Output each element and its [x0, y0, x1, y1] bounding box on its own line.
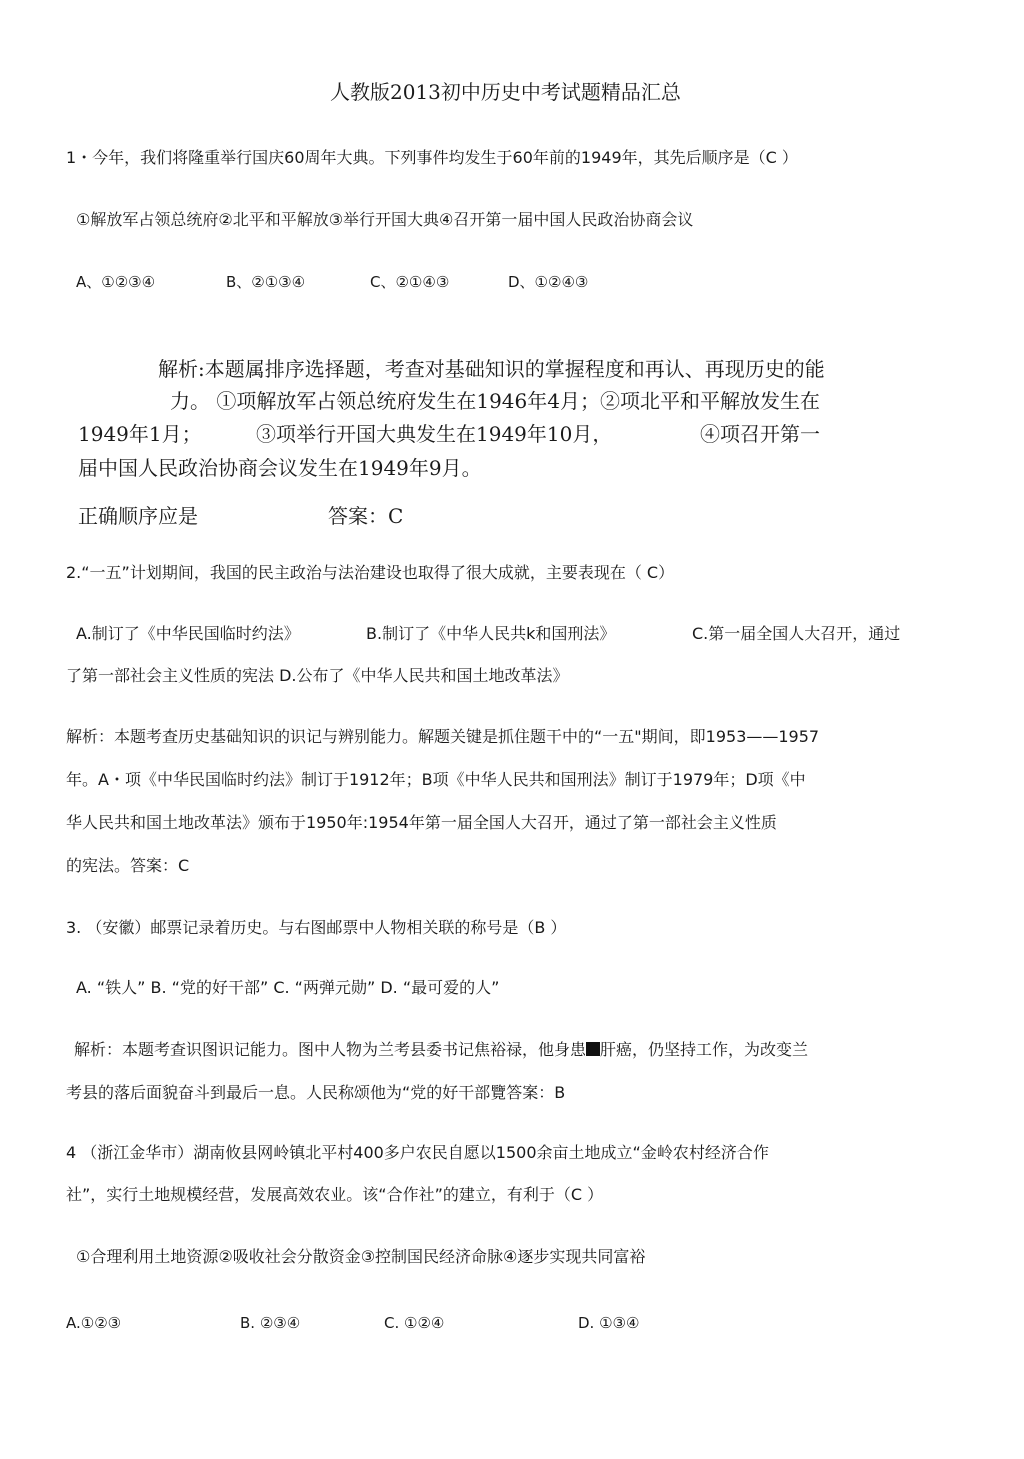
q1-order-label: 正确顺序应是: [78, 504, 198, 528]
q1-option-a: A、①②③④: [76, 273, 156, 291]
q1-option-c: C、②①④③: [370, 273, 450, 291]
q4-items: ①合理利用土地资源②吸收社会分散资金③控制国民经济命脉④逐步实现共同富裕: [76, 1247, 646, 1266]
q1-analysis-line3b: ③项举行开国大典发生在1949年10月，: [256, 422, 613, 446]
q1-analysis-line3a: 1949年1月；: [78, 422, 202, 446]
q2-analysis-line4: 的宪法。答案：C: [66, 856, 190, 875]
q2-analysis-line3: 华人民共和国土地改革法》颁布于1950年:1954年第一届全国人大召开，通过了第一部社会主义性质: [66, 813, 777, 832]
q1-stem: 1・今年，我们将隆重举行国庆60周年大典。下列事件均发生于60年前的1949年，其先后顺序是（C ）: [66, 148, 798, 167]
q1-analysis-line1: 解析:本题属排序选择题，考查对基础知识的掌握程度和再认、再现历史的能: [158, 357, 825, 381]
q1-analysis-line4: 届中国人民政治协商会议发生在1949年9月。: [78, 456, 482, 480]
q4-option-a: A.①②③: [66, 1314, 122, 1332]
q3-analysis-line1-part2: 肝癌，仍坚持工作，为改变兰: [600, 1040, 809, 1059]
q2-option-b: B.制订了《中华人民共k和国刑法》: [366, 624, 616, 643]
q1-option-d: D、①②④③: [508, 273, 589, 291]
q2-analysis-line2: 年。A・项《中华民国临时约法》制订于1912年；B项《中华人民共和国刑法》制订于1979年；D项《中: [66, 770, 806, 789]
q3-analysis-line1-part1: 解析：本题考查识图识记能力。图中人物为兰考县委书记焦裕禄，他身患: [74, 1040, 587, 1059]
q1-option-b: B、②①③④: [226, 273, 306, 291]
q4-stem-line1: 4 （浙江金华市）湖南攸县网岭镇北平村400多户农民自愿以1500余亩土地成立“金岭农村经济合作: [66, 1143, 769, 1162]
q3-analysis-line1: [74, 1040, 808, 1060]
q4-option-c: C. ①②④: [384, 1314, 445, 1332]
q2-stem: 2.“一五”计划期间，我国的民主政治与法治建设也取得了很大成就，主要表现在（ C）: [66, 563, 675, 582]
q2-option-c: C.第一届全国人大召开，通过: [692, 624, 901, 643]
q3-analysis-line2: 考县的落后面貌奋斗到最后一息。人民称颂他为“党的好干部覽答案：B: [66, 1083, 566, 1102]
q1-answer: 答案：C: [328, 504, 404, 528]
q1-analysis-line3c: ④项召开第一: [700, 422, 820, 446]
q1-analysis-line2: 力。 ①项解放军占领总统府发生在1946年4月；②项北平和平解放发生在: [170, 389, 820, 413]
q4-option-d: D. ①③④: [578, 1314, 640, 1332]
page-title: 人教版2013初中历史中考试题精品汇总: [330, 80, 681, 104]
q4-option-b: B. ②③④: [240, 1314, 301, 1332]
q3-options: A. “铁人” B. “党的好干部” C. “两弹元勋” D. “最可爱的人”: [76, 978, 500, 997]
q2-option-a: A.制订了《中华民国临时约法》: [76, 624, 300, 643]
redaction-block: [586, 1042, 600, 1056]
q2-options-line2: 了第一部社会主义性质的宪法 D.公布了《中华人民共和国土地改革法》: [66, 666, 569, 685]
q4-stem-line2: 社”，实行土地规模经营，发展高效农业。该“合作社”的建立，有利于（C ）: [66, 1185, 604, 1204]
q1-items: ①解放军占领总统府②北平和平解放③举行开国大典④召开第一届中国人民政治协商会议: [76, 210, 694, 229]
q3-stem: 3. （安徽）邮票记录着历史。与右图邮票中人物相关联的称号是（B ）: [66, 918, 567, 937]
q2-analysis-line1: 解析：本题考查历史基础知识的识记与辨别能力。解题关键是抓住题干中的“一五"期间，即1953——1957: [66, 727, 820, 746]
